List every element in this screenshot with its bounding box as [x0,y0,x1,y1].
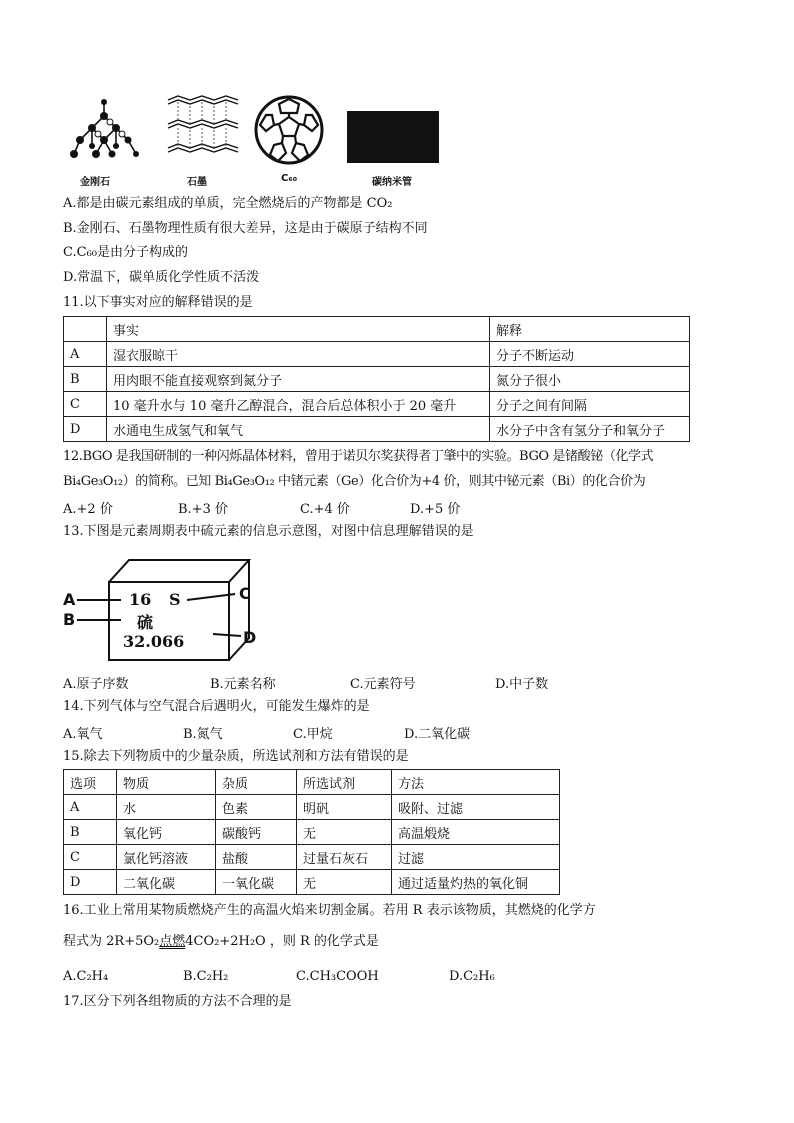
q16-option-c: C.CH₃COOH [296,969,379,984]
element-symbol: S [169,590,181,609]
table-cell: 所选试剂 [297,770,392,795]
q11-stem: 11.以下事实对应的解释错误的是 [63,295,253,310]
cube-label-d: D [243,628,257,647]
table-cell: 碳酸钙 [216,820,297,845]
table-cell: A [64,342,107,367]
q12-stem-line2: Bi₄Ge₃O₁₂）的简称。已知 Bi₄Ge₃O₁₂ 中锗元素（Ge）化合价为+4 价，则其中铋元素（Bi）的化合价为 [63,474,646,489]
q16-stem-line1: 16.工业上常用某物质燃烧产生的高温火焰来切割金属。若用 R 表示该物质，其燃烧的化学方 [63,903,596,918]
q12-option-a: A.+2 价 [63,502,113,517]
table-cell: 氧化钙 [117,820,216,845]
table-cell: 杂质 [216,770,297,795]
q12-option-c: C.+4 价 [300,502,350,517]
table-row [64,367,690,392]
q13-option-b: B.元素名称 [210,677,276,692]
c60-caption: C₆₀ [281,173,298,184]
table-cell: D [64,417,107,442]
table-cell: 明矾 [297,795,392,820]
table-cell: 盐酸 [216,845,297,870]
c60-figure [252,93,326,167]
q10-option-c: C.C₆₀是由分子构成的 [63,245,188,260]
table-row [64,870,560,895]
table-cell: 高温煅烧 [392,820,560,845]
nanotube-figure [347,111,439,163]
q12-option-b: B.+3 价 [178,502,228,517]
table-cell: 氮分子很小 [490,367,690,392]
q10-option-d: D.常温下，碳单质化学性质不活泼 [63,270,260,285]
table-cell: 水分子中含有氢分子和氧分子 [490,417,690,442]
table-cell: 吸附、过滤 [392,795,560,820]
equation-left: 程式为 2R+5O₂ [63,934,160,949]
q14-stem: 14.下列气体与空气混合后遇明火，可能发生爆炸的是 [63,699,370,714]
table-cell: 湿衣服晾干 [107,342,490,367]
q12-stem-line1: 12.BGO 是我国研制的一种闪烁晶体材料，曾用于诺贝尔奖获得者丁肇中的实验。BGO 是锗酸铋（化学式 [63,449,654,464]
q14-option-d: D.二氧化碳 [404,727,471,742]
q14-option-b: B.氮气 [183,727,223,742]
q16-option-b: B.C₂H₂ [183,969,229,984]
q15-stem: 15.除去下列物质中的少量杂质，所选试剂和方法有错误的是 [63,749,409,764]
diamond-caption: 金刚石 [80,177,110,188]
q17-stem: 17.区分下列各组物质的方法不合理的是 [63,994,292,1009]
table-cell: 方法 [392,770,560,795]
cube-label-c: C [239,584,251,603]
cube-label-a: A [63,590,76,609]
equation-right: 4CO₂+2H₂O ，则 R 的化学式是 [185,934,379,949]
table-cell: 无 [297,820,392,845]
table-cell: 事实 [107,317,490,342]
diamond-figure [66,94,146,166]
element-name: 硫 [135,610,155,633]
q13-option-c: C.元素符号 [350,677,416,692]
table-row [64,342,690,367]
q12-option-d: D.+5 价 [410,502,461,517]
table-row [64,417,690,442]
reaction-condition: 点燃 [159,934,186,949]
table-cell: 氯化钙溶液 [117,845,216,870]
table-cell: 选项 [64,770,117,795]
table-row [64,845,560,870]
table-cell: C [64,845,117,870]
q16-option-d: D.C₂H₆ [449,969,495,984]
q10-option-b: B.金刚石、石墨物理性质有很大差异，这是由于碳原子结构不同 [63,221,428,236]
nanotube-caption: 碳纳米管 [372,177,412,188]
q16-stem-line2 [63,933,379,951]
table-row [64,795,560,820]
q16-option-a: A.C₂H₄ [63,969,109,984]
table-row [64,820,560,845]
q14-option-a: A.氧气 [63,727,103,742]
q13-option-d: D.中子数 [495,677,549,692]
sulfur-element-cube [63,552,263,664]
q13-option-a: A.原子序数 [63,677,129,692]
q13-stem: 13.下图是元素周期表中硫元素的信息示意图，对图中信息理解错误的是 [63,524,474,539]
table-header-row [64,770,560,795]
table-cell: 通过适量灼热的氧化铜 [392,870,560,895]
table-cell: 过滤 [392,845,560,870]
table-cell: 色素 [216,795,297,820]
table-cell: 用肉眼不能直接观察到氮分子 [107,367,490,392]
table-cell: 水 [117,795,216,820]
table-cell: 一氧化碳 [216,870,297,895]
q10-option-a: A.都是由碳元素组成的单质，完全燃烧后的产物都是 CO₂ [63,196,393,211]
table-cell [64,317,107,342]
table-cell: D [64,870,117,895]
table-cell: 分子之间有间隔 [490,392,690,417]
table-cell: 无 [297,870,392,895]
graphite-figure [164,94,242,166]
table-cell: B [64,820,117,845]
table-cell: 解释 [490,317,690,342]
atomic-mass: 32.066 [123,632,185,651]
q11-table [63,316,690,442]
table-cell: 物质 [117,770,216,795]
table-cell: 水通电生成氢气和氧气 [107,417,490,442]
table-cell: B [64,367,107,392]
table-cell: C [64,392,107,417]
table-row [64,392,690,417]
q15-table [63,769,560,895]
q14-option-c: C.甲烷 [293,727,333,742]
table-cell: 分子不断运动 [490,342,690,367]
graphite-caption: 石墨 [187,177,207,188]
table-cell: 二氧化碳 [117,870,216,895]
table-cell: 10 毫升水与 10 毫升乙醇混合，混合后总体积小于 20 毫升 [107,392,490,417]
table-cell: A [64,795,117,820]
cube-label-b: B [63,610,76,629]
atomic-number: 16 [129,590,152,609]
table-cell: 过量石灰石 [297,845,392,870]
table-header-row [64,317,690,342]
